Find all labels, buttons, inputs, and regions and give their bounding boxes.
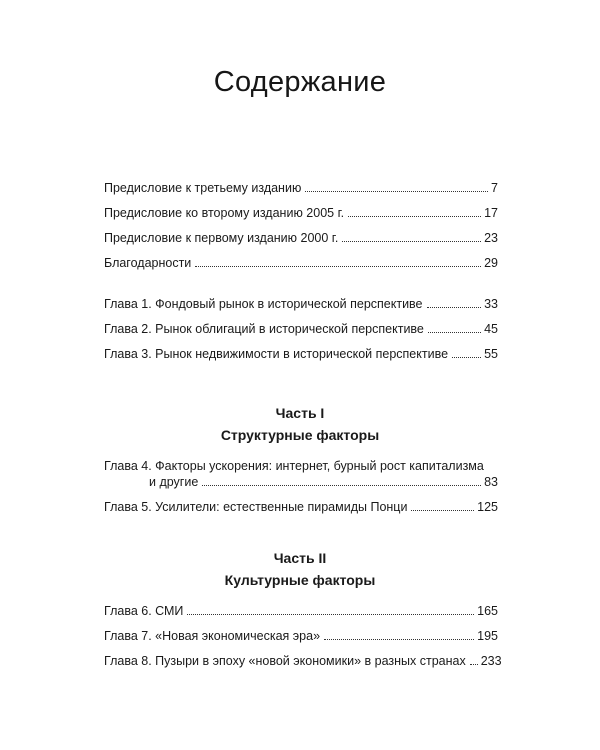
- part-2-number: Часть II: [273, 550, 327, 566]
- dot-leader: [428, 332, 481, 333]
- dot-leader: [452, 357, 481, 358]
- part-2-chapters-list: [104, 603, 502, 678]
- toc-entry-label: Глава 7. «Новая экономическая эра»: [104, 629, 321, 643]
- intro-chapters-list: [104, 296, 498, 371]
- toc-entry-label: Глава 1. Фондовый рынок в исторической перспективе: [104, 297, 423, 311]
- toc-entry-page: 195: [477, 629, 498, 643]
- toc-entry-page: 233: [480, 654, 502, 668]
- toc-entry-page: 55: [484, 347, 498, 361]
- page-title: Содержание: [213, 66, 387, 98]
- toc-entry-label: Глава 4. Факторы ускорения: интернет, бурный рост капитализма: [104, 459, 484, 473]
- toc-entry[interactable]: [104, 346, 498, 371]
- part-1-chapters-list: [104, 458, 498, 524]
- toc-entry[interactable]: [104, 321, 498, 346]
- toc-entry-label: Благодарности: [104, 256, 192, 270]
- part-1-title: Структурные факторы: [220, 427, 380, 443]
- toc-entry[interactable]: [104, 628, 498, 653]
- toc-entry-page: 7: [491, 181, 498, 195]
- toc-entry[interactable]: [104, 653, 502, 678]
- dot-leader: [348, 216, 481, 217]
- toc-entry-page: 33: [484, 297, 498, 311]
- toc-entry[interactable]: [104, 180, 498, 205]
- dot-leader: [342, 241, 481, 242]
- toc-entry-label: Предисловие ко второму изданию 2005 г.: [104, 206, 345, 220]
- toc-entry-label: Глава 5. Усилители: естественные пирамиды Понци: [104, 500, 408, 514]
- toc-entry-label: Глава 6. СМИ: [104, 604, 184, 618]
- dot-leader: [202, 485, 481, 486]
- toc-entry[interactable]: [104, 230, 498, 255]
- toc-entry[interactable]: [104, 205, 498, 230]
- toc-entry-label: Глава 2. Рынок облигаций в исторической перспективе: [104, 322, 424, 336]
- toc-entry-label: Предисловие к третьему изданию: [104, 181, 302, 195]
- toc-entry-label-continued: и другие: [149, 475, 199, 489]
- dot-leader: [324, 639, 474, 640]
- dot-leader: [411, 510, 474, 511]
- toc-entry-label: Глава 3. Рынок недвижимости в исторической перспективе: [104, 347, 449, 361]
- toc-entry-label: Глава 8. Пузыри в эпоху «новой экономики» в разных странах: [104, 654, 466, 668]
- part-1-number: Часть I: [275, 405, 325, 421]
- toc-entry[interactable]: [104, 255, 498, 280]
- toc-entry-page: 165: [477, 604, 498, 618]
- toc-entry[interactable]: [104, 458, 498, 490]
- toc-entry-page: 83: [484, 475, 498, 489]
- toc-entry-label: Предисловие к первому изданию 2000 г.: [104, 231, 339, 245]
- dot-leader: [427, 307, 482, 308]
- toc-entry[interactable]: [104, 296, 498, 321]
- toc-entry-page: 23: [484, 231, 498, 245]
- toc-entry[interactable]: [104, 603, 498, 628]
- front-matter-list: [104, 180, 498, 280]
- part-2-title: Культурные факторы: [224, 572, 376, 588]
- dot-leader: [195, 266, 481, 267]
- toc-entry[interactable]: [104, 499, 498, 524]
- toc-entry-page: 29: [484, 256, 498, 270]
- toc-entry-page: 125: [477, 500, 498, 514]
- dot-leader: [470, 664, 478, 665]
- dot-leader: [305, 191, 488, 192]
- toc-entry-page: 17: [484, 206, 498, 220]
- dot-leader: [187, 614, 474, 615]
- toc-entry-page: 45: [484, 322, 498, 336]
